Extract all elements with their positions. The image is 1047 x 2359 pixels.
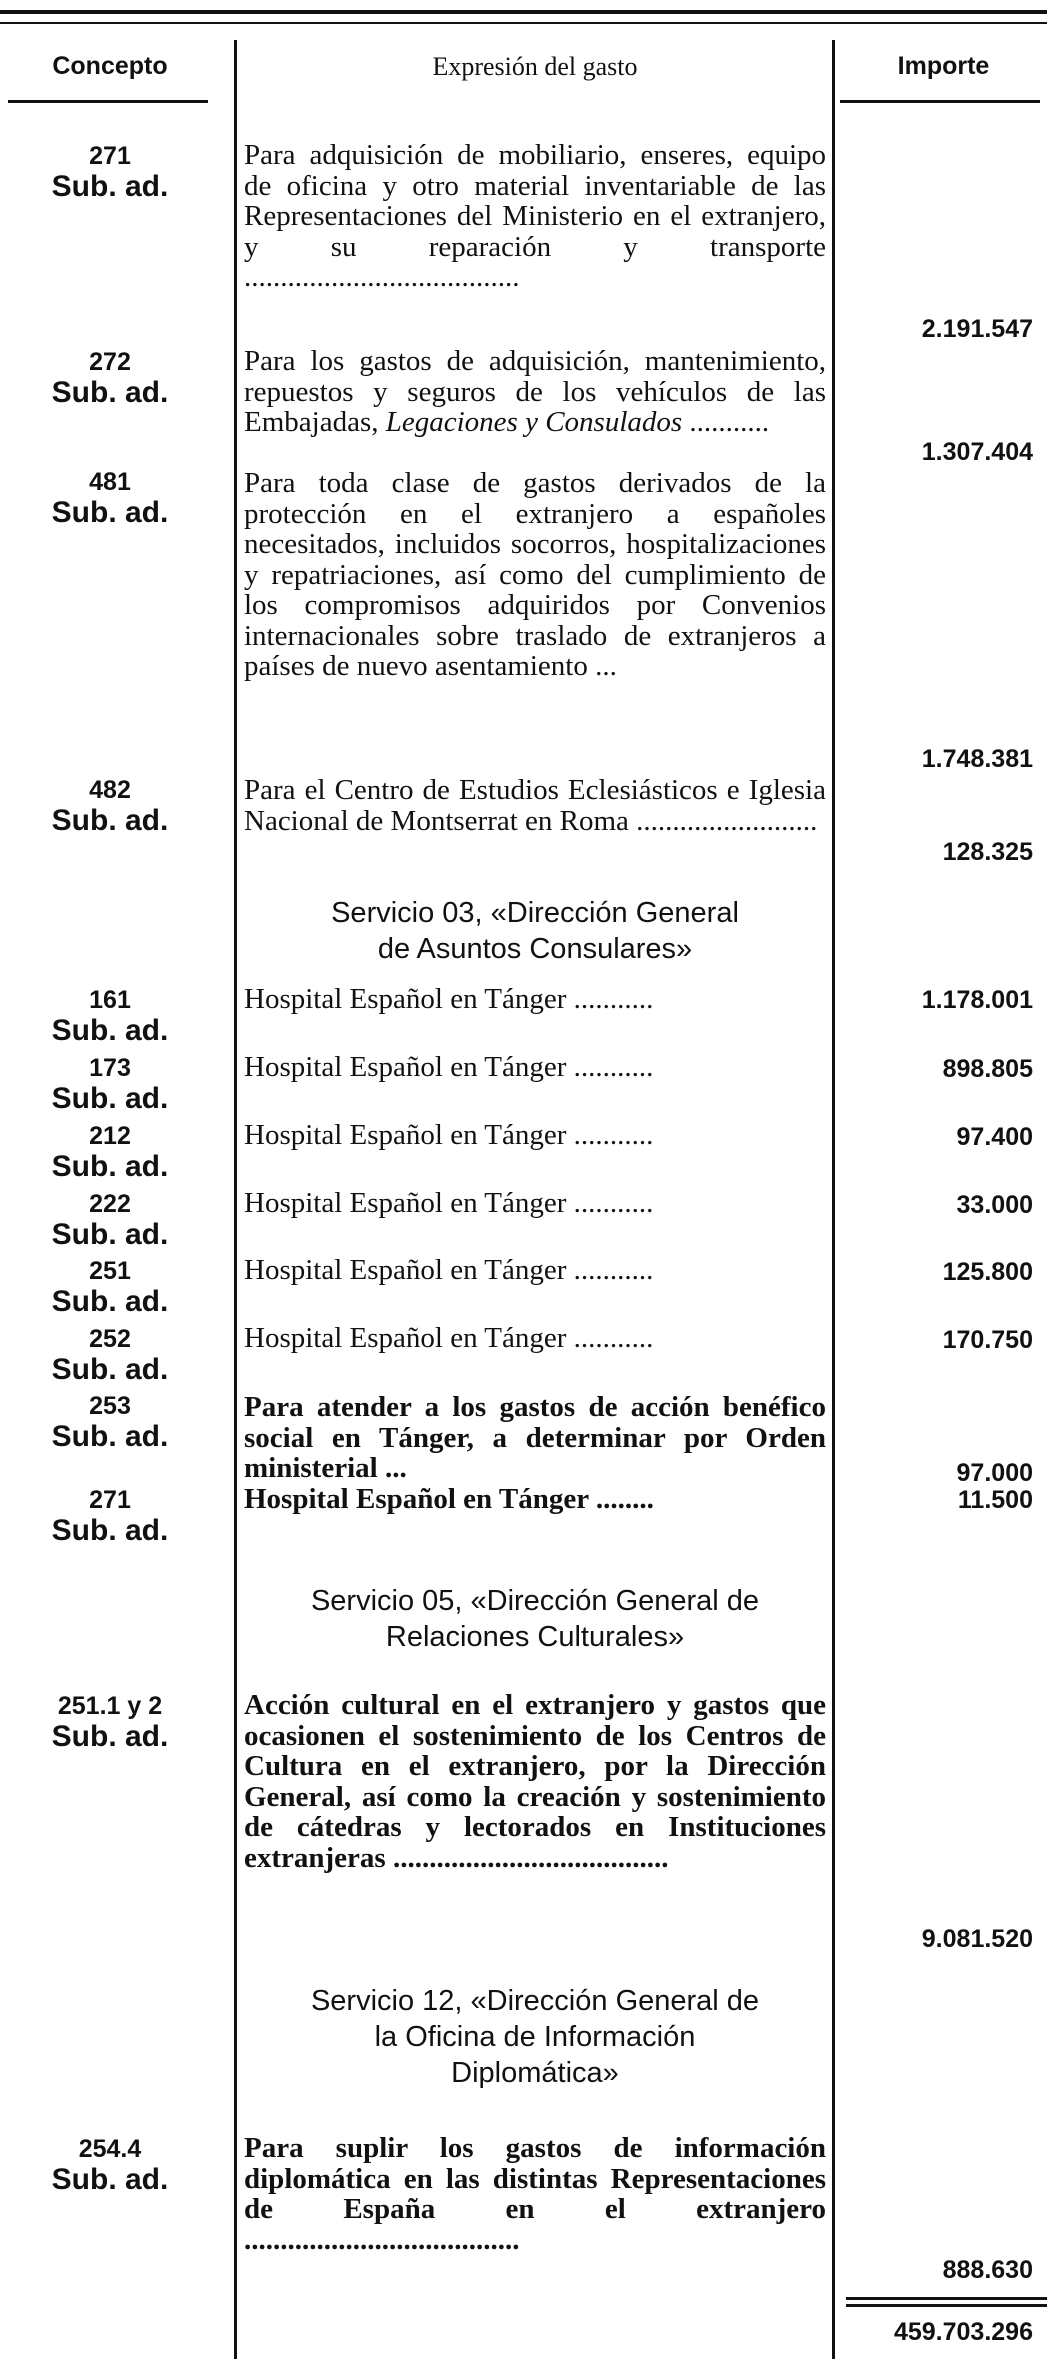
service-heading	[244, 1583, 826, 1655]
header-expresion: Expresión del gasto	[432, 52, 638, 81]
expense-description: Hospital Español en Tánger ...........	[244, 1322, 654, 1354]
concept-sub: Sub. ad.	[51, 2163, 169, 2196]
concept-code: 161	[89, 986, 131, 1014]
concept-sub: Sub. ad.	[51, 1514, 169, 1547]
concept-cell	[0, 142, 220, 204]
amount: 1.178.001	[921, 986, 1033, 1014]
concept-sub: Sub. ad.	[51, 1285, 169, 1318]
amount: 125.800	[942, 1258, 1033, 1286]
concept-sub: Sub. ad.	[51, 170, 169, 203]
concept-sub: Sub. ad.	[51, 1150, 169, 1183]
service-heading	[244, 895, 826, 967]
top-rule-thin	[0, 22, 1047, 24]
expense-description: Hospital Español en Tánger ...........	[244, 1254, 654, 1286]
expense-description: Hospital Español en Tánger ...........	[244, 1187, 654, 1219]
concept-sub: Sub. ad.	[51, 1420, 169, 1453]
concept-code: 272	[89, 348, 131, 376]
concept-cell	[0, 468, 220, 530]
amount: 888.630	[942, 2256, 1033, 2284]
top-rule-thick	[0, 10, 1047, 14]
concept-sub: Sub. ad.	[51, 376, 169, 409]
expense-description: Hospital Español en Tánger ...........	[244, 983, 654, 1015]
concept-sub: Sub. ad.	[51, 804, 169, 837]
concept-code: 482	[89, 776, 131, 804]
concept-cell	[0, 1392, 220, 1454]
service-heading-line: Servicio 03, «Dirección General	[331, 897, 739, 929]
concept-code: 212	[89, 1122, 131, 1150]
service-heading	[244, 1983, 826, 2091]
total-amount: 459.703.296	[893, 2318, 1033, 2346]
concept-sub: Sub. ad.	[51, 1014, 169, 1047]
description-italic: Legaciones y Consulados	[385, 406, 683, 438]
header-concepto: Concepto	[52, 52, 168, 80]
service-heading-line: Diplomática»	[451, 2057, 619, 2089]
amount: 33.000	[956, 1191, 1033, 1219]
expense-description: Para suplir los gastos de información diplomática en las distintas Representaciones de España en el extranjero ......................................	[244, 2132, 826, 2256]
concept-cell	[0, 1122, 220, 1184]
concept-sub: Sub. ad.	[51, 1720, 169, 1753]
concept-code: 251	[89, 1257, 131, 1285]
concept-cell	[0, 1692, 220, 1754]
amount: 97.400	[956, 1123, 1033, 1151]
header-importe: Importe	[897, 52, 990, 80]
column-divider-left	[234, 40, 237, 2359]
concept-sub: Sub. ad.	[51, 1353, 169, 1386]
amount: 128.325	[942, 838, 1033, 866]
concept-cell	[0, 986, 220, 1048]
header-rule-concepto	[8, 100, 208, 103]
concept-cell	[0, 1190, 220, 1252]
header-rule-importe	[840, 100, 1040, 103]
expense-description	[244, 346, 826, 438]
service-heading-line: Servicio 05, «Dirección General de	[310, 1585, 760, 1617]
concept-cell	[0, 1054, 220, 1116]
total-rule-1	[846, 2297, 1047, 2300]
concept-sub: Sub. ad.	[51, 1218, 169, 1251]
concept-code: 254.4	[78, 2135, 142, 2163]
description-leader: ...........	[682, 406, 770, 438]
expense-description: Para atender a los gastos de acción benéfico social en Tánger, a determinar por Orden ministerial ...	[244, 1391, 826, 1484]
expense-description: Hospital Español en Tánger ...........	[244, 1051, 654, 1083]
amount: 11.500	[957, 1486, 1033, 1514]
amount: 1.748.381	[921, 745, 1033, 773]
amount: 9.081.520	[921, 1925, 1033, 1953]
column-divider-right	[832, 40, 835, 2359]
concept-cell	[0, 1325, 220, 1387]
concept-sub: Sub. ad.	[51, 1082, 169, 1115]
concept-sub: Sub. ad.	[51, 496, 169, 529]
concept-code: 253	[89, 1392, 131, 1420]
concept-cell	[0, 1486, 220, 1548]
concept-code: 271	[89, 1486, 131, 1514]
concept-code: 222	[89, 1190, 131, 1218]
concept-code: 252	[89, 1325, 131, 1353]
service-heading-line: Relaciones Culturales»	[385, 1621, 685, 1653]
amount: 97.000	[956, 1459, 1033, 1487]
expense-description: Para el Centro de Estudios Eclesiásticos e Iglesia Nacional de Montserrat en Roma .........................	[244, 774, 826, 837]
expense-description: Hospital Español en Tánger ........	[244, 1483, 654, 1515]
amount: 898.805	[942, 1055, 1033, 1083]
concept-cell	[0, 776, 220, 838]
expense-description: Para toda clase de gastos derivados de la protección en el extranjero a españoles necesitados, incluidos socorros, hospitalizaciones y repatriaciones, así como del cumplimiento de los compromisos adquiridos por Convenios internacionales sobre traslado de extranjeros a países de nuevo asentamiento ...	[244, 467, 826, 682]
amount: 2.191.547	[921, 315, 1033, 343]
concept-cell	[0, 1257, 220, 1319]
amount: 170.750	[942, 1326, 1033, 1354]
service-heading-line: de Asuntos Consulares»	[377, 933, 693, 965]
concept-code: 173	[89, 1054, 131, 1082]
description-text: Para los gastos de adquisición, mantenimiento, repuestos y seguros de los vehículos de las Embajadas,	[244, 345, 826, 438]
service-heading-line: la Oficina de Información	[374, 2021, 696, 2053]
expense-description: Hospital Español en Tánger ...........	[244, 1119, 654, 1151]
expense-description: Acción cultural en el extranjero y gastos que ocasionen el sostenimiento de los Centros de Cultura en el extranjero, por la Dirección General, así como la creación y sostenimiento de cátedras y lectorados en Instituciones extranjeras ......................................	[244, 1689, 826, 1874]
concept-cell	[0, 348, 220, 410]
amount: 1.307.404	[921, 438, 1033, 466]
concept-code: 481	[89, 468, 131, 496]
total-rule-2	[846, 2304, 1047, 2307]
concept-code: 251.1 y 2	[57, 1692, 163, 1720]
expense-description: Para adquisición de mobiliario, enseres, equipo de oficina y otro material inventariable de las Representaciones del Ministerio en el extranjero, y su reparación y transporte ......................................	[244, 139, 826, 293]
concept-cell	[0, 2135, 220, 2197]
service-heading-line: Servicio 12, «Dirección General de	[310, 1985, 760, 2017]
concept-code: 271	[89, 142, 131, 170]
